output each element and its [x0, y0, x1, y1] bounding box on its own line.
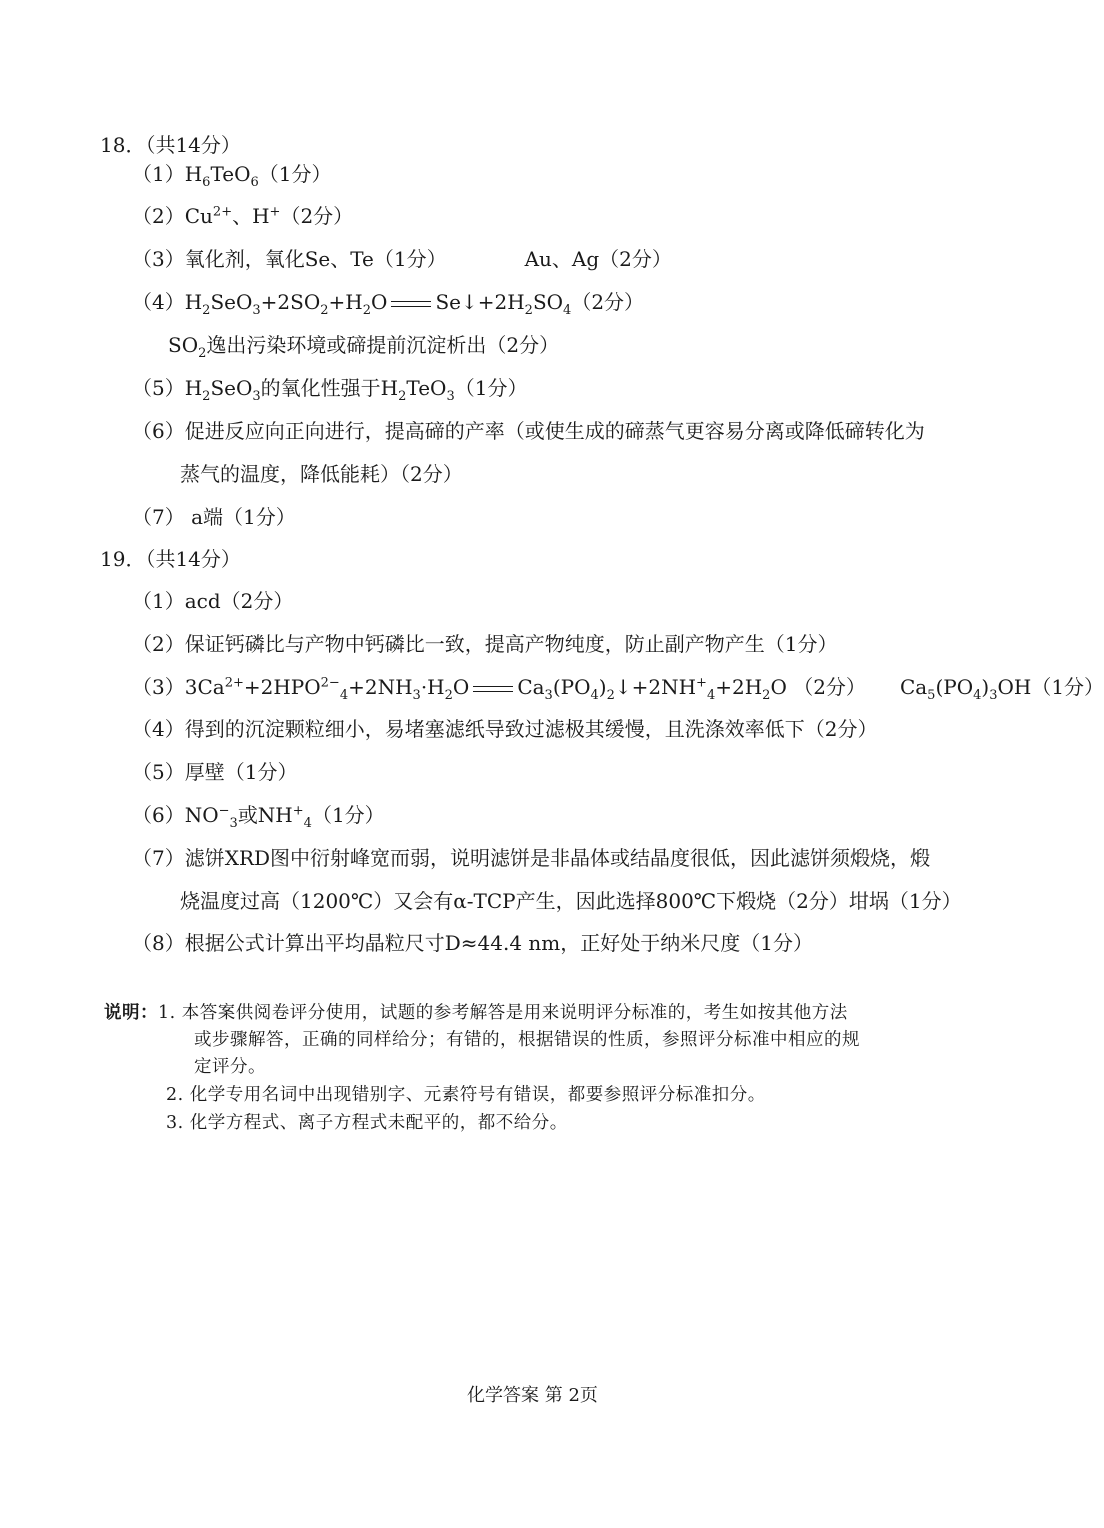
q19-part2: （2）保证钙磷比与产物中钙磷比一致，提高产物纯度，防止副产物产生（1分） [132, 632, 838, 656]
q18-part5: $(5)H_2SeO_3$的氧化性强于$H_2TeO_3(1$分） [132, 376, 528, 404]
q18-part1: $(1)H_6TeO_6(1$分） [132, 162, 332, 190]
q19-part5: （5）厚壁（1分） [132, 760, 298, 784]
q18-part4-equation: $(4)H_2SeO_3+2SO_2+H_2O$ $Se↓+2H_2SO_4(2$分） [132, 290, 645, 318]
q19-part3-equation: $(3)3Ca^{2+}+2HPO^{2-}_4+2NH_3\cdot H_2O$ $Ca_3(PO_4)_2↓+2NH^+_4+2H_2O$ （2分） $Ca_5(PO_4)_3OH(1$分） [132, 675, 1104, 703]
q18-part6-line1: （6）促进反应向正向进行，提高碲的产率（或使生成的碲蒸气更容易分离或降低碲转化为 [132, 419, 925, 443]
q19-header: 19．（共14分） [100, 547, 241, 571]
equals-sign [391, 301, 431, 307]
q18-part3: （3）氧化剂，氧化Se、Te（1分） Au、Ag（2分） [132, 247, 672, 271]
q19-part1: （1）acd（2分） [132, 589, 294, 613]
q18-part2: $(2)Cu^{2+}$、H+（2分） [132, 204, 354, 228]
q19-part7-line2: 烧温度过高（1200℃）又会有α-TCP产生，因此选择800℃下煅烧（2分）坩埚（1分） [180, 889, 962, 913]
note-1-line3: 定评分。 [194, 1057, 266, 1077]
note-2: 2. 化学专用名词中出现错别字、元素符号有错误，都要参照评分标准扣分。 [166, 1085, 766, 1105]
q19-part8: （8）根据公式计算出平均晶粒尺寸D≈44.4 nm，正好处于纳米尺度（1分） [132, 931, 813, 955]
notes-label: 说明： [104, 1003, 158, 1023]
q18-header: 18．（共14分） [100, 133, 241, 157]
q19-part6: $(6)NO^-_3$或$NH^+_4(1$分） [132, 803, 385, 831]
note-3: 3. 化学方程式、离子方程式未配平的，都不给分。 [166, 1113, 568, 1133]
q18-part6-line2: 蒸气的温度，降低能耗）（2分） [180, 462, 463, 486]
equals-sign [473, 686, 513, 692]
page-footer: 化学答案 第 2页 [467, 1385, 598, 1406]
q19-part4: （4）得到的沉淀颗粒细小，易堵塞滤纸导致过滤极其缓慢，且洗涤效率低下（2分） [132, 717, 878, 741]
q18-part4-note: $SO_2$逸出污染环境或碲提前沉淀析出（2分） [168, 333, 560, 361]
note-1-line1: 1. 本答案供阅卷评分使用，试题的参考解答是用来说明评分标准的，考生如按其他方法 [158, 1003, 848, 1023]
q19-part7-line1: （7）滤饼XRD图中衍射峰宽而弱，说明滤饼是非晶体或结晶度很低，因此滤饼须煅烧，煅 [132, 846, 931, 870]
q18-part7: （7） a端（1分） [132, 505, 296, 529]
note-1-line2: 或步骤解答，正确的同样给分；有错的，根据错误的性质，参照评分标准中相应的规 [194, 1030, 860, 1050]
notes-block [104, 1000, 848, 1026]
